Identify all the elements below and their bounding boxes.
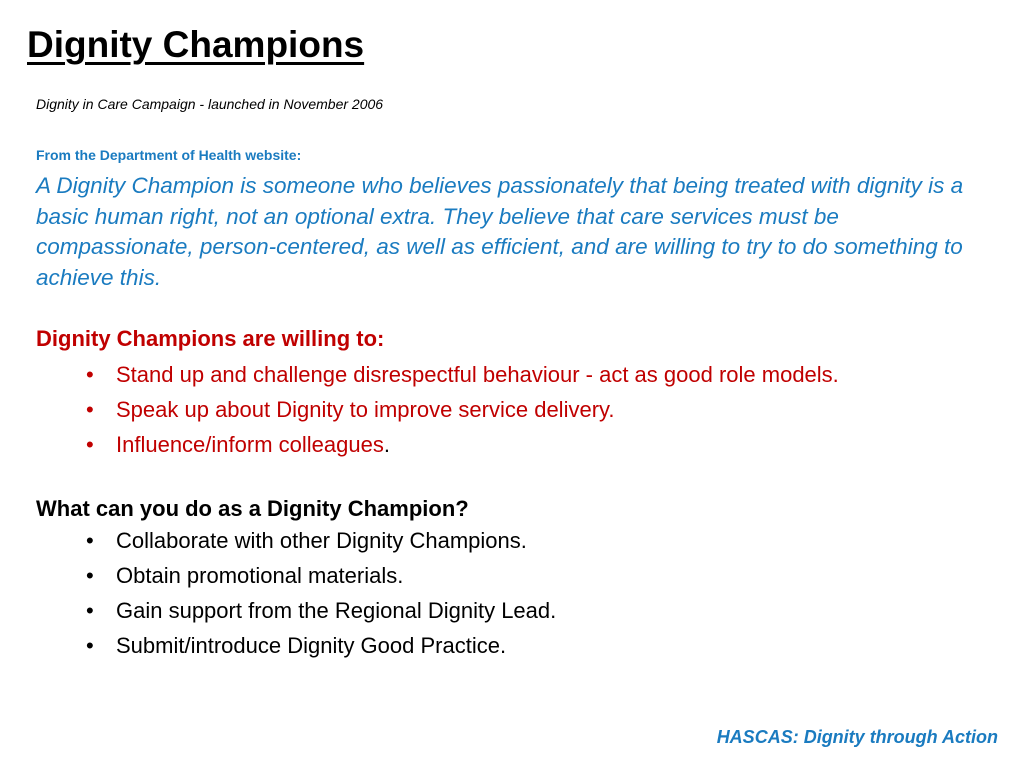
bullet-icon: • [86, 598, 94, 623]
list-item-trailing-period: . [383, 432, 390, 457]
list-item-text: Submit/introduce Dignity Good Practice. [116, 633, 507, 658]
list-item-text: Influence/inform colleagues [116, 432, 384, 457]
list-item [86, 430, 839, 465]
dignity-champion-quote: A Dignity Champion is someone who believes passionately that being treated with dignity is a basic human right, not an optional extra. They believe that care services must be compassionate, person-centered, as well as efficient, and are willing to try to do something to achieve this. [36, 173, 964, 290]
list-item [86, 526, 556, 561]
actions-list [86, 526, 556, 666]
list-item-text: Stand up and challenge disrespectful behaviour - act as good role models. [116, 362, 839, 387]
bullet-icon: • [86, 397, 94, 422]
list-item [86, 395, 839, 430]
list-item [86, 360, 839, 395]
bullet-icon: • [86, 362, 94, 387]
willing-list [86, 360, 839, 465]
campaign-subtitle: Dignity in Care Campaign - launched in November 2006 [36, 96, 384, 112]
list-item-text: Gain support from the Regional Dignity Lead. [116, 598, 557, 623]
list-item [86, 596, 556, 631]
footer-tagline: HASCAS: Dignity through Action [716, 727, 998, 747]
source-heading: From the Department of Health website: [36, 147, 302, 163]
actions-heading: What can you do as a Dignity Champion? [36, 496, 469, 521]
list-item-text: Obtain promotional materials. [116, 563, 404, 588]
slide-title: Dignity Champions [27, 24, 365, 65]
list-item-text: Collaborate with other Dignity Champions. [116, 528, 527, 553]
bullet-icon: • [86, 432, 94, 457]
bullet-icon: • [86, 633, 94, 658]
willing-heading: Dignity Champions are willing to: [36, 326, 385, 351]
bullet-icon: • [86, 563, 94, 588]
bullet-icon: • [86, 528, 94, 553]
list-item [86, 561, 556, 596]
list-item [86, 631, 556, 666]
list-item-text: Speak up about Dignity to improve service delivery. [116, 397, 615, 422]
